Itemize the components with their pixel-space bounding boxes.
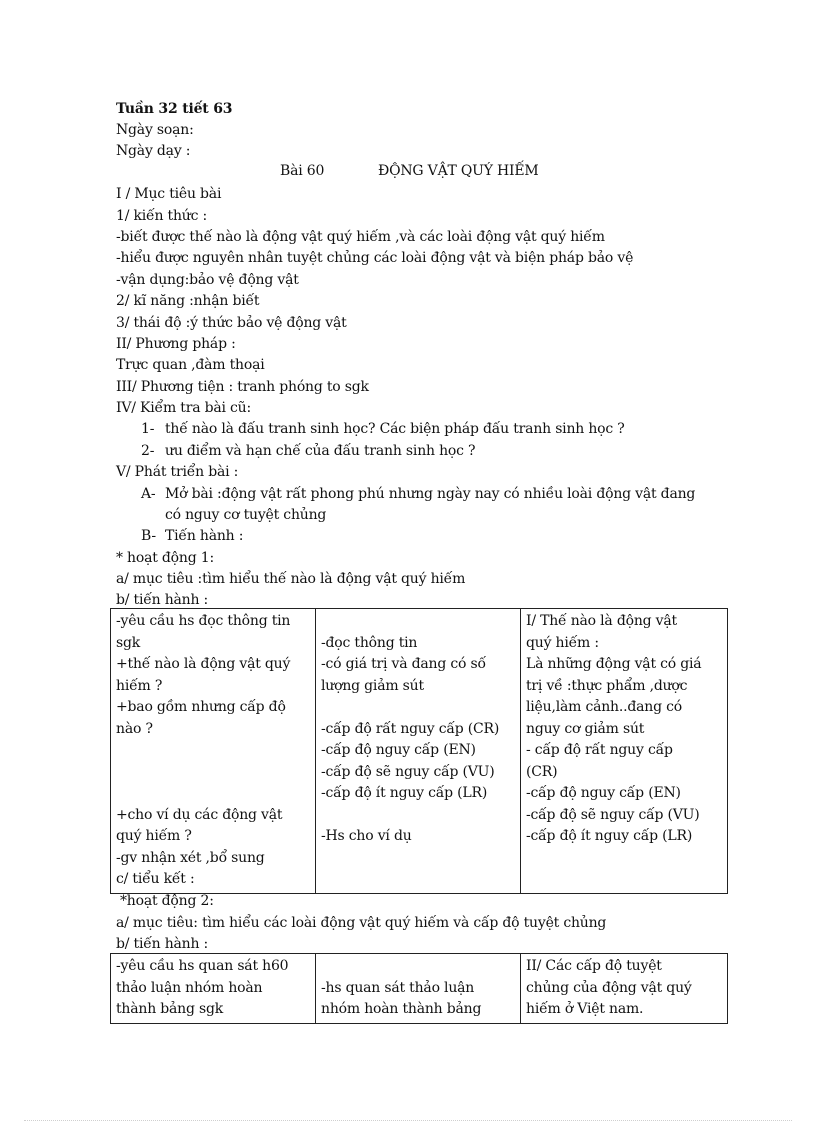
objectives-heading: I / Mục tiêu bài: [116, 186, 222, 202]
student-line: [321, 869, 515, 891]
lesson-number: Bài 60: [280, 163, 325, 179]
teacher-line: sgk: [116, 634, 141, 651]
review-item-text: ưu điểm và hạn chế của đấu tranh sinh học ?: [165, 443, 476, 459]
development-item-label: A-: [141, 486, 156, 502]
knowledge-item: -hiểu được nguyên nhân tuyệt chủng các loài động vật và biện pháp bảo vệ: [116, 250, 634, 266]
means-line: III/ Phương tiện : tranh phóng to sgk: [116, 379, 369, 395]
page-bottom-rule: [24, 1120, 792, 1121]
week-lesson-label: Tuần 32 tiết 63: [116, 101, 233, 117]
knowledge-item: -vận dụng:bảo vệ động vật: [116, 272, 299, 288]
teacher-line: [116, 783, 310, 805]
student-line: [321, 697, 515, 719]
student-line: -hs quan sát thảo luận: [321, 979, 475, 996]
student-line: -cấp độ nguy cấp (EN): [321, 742, 476, 758]
content-line: II/ Các cấp độ tuyệt: [526, 958, 662, 974]
teacher-line: thảo luận nhóm hoàn: [116, 979, 263, 996]
review-item-number: 1-: [141, 421, 155, 437]
development-intro-text-cont: có nguy cơ tuyệt chủng: [165, 507, 327, 523]
activity1-table: [110, 608, 728, 894]
content-line: nguy cơ giảm sút: [526, 720, 645, 737]
teacher-line: -gv nhận xét ,bổ sung: [116, 849, 265, 866]
activity1-heading: * hoạt động 1:: [116, 550, 214, 566]
student-line: -cấp độ sẽ nguy cấp (VU): [321, 763, 495, 780]
table-row: [111, 609, 728, 894]
method-text: Trực quan ,đàm thoại: [116, 357, 265, 373]
method-heading: II/ Phương pháp :: [116, 336, 236, 352]
teacher-line: +thế nào là động vật quý: [116, 656, 291, 672]
development-heading: V/ Phát triển bài :: [116, 464, 239, 480]
content-line: I/ Thế nào là động vật: [526, 613, 677, 629]
lesson-title: ĐỘNG VẬT QUÝ HIẾM: [378, 163, 539, 179]
content-cell: [521, 609, 728, 894]
content-line: -cấp độ nguy cấp (EN): [526, 785, 681, 801]
student-line: -cấp độ ít nguy cấp (LR): [321, 785, 488, 801]
content-line: (CR): [526, 763, 558, 780]
teacher-line: [116, 740, 310, 762]
student-activity-cell: [316, 954, 521, 1024]
content-line: trị về :thực phẩm ,dược: [526, 677, 688, 694]
content-line: -cấp độ sẽ nguy cấp (VU): [526, 806, 700, 823]
teach-date-label: Ngày dạy :: [116, 143, 191, 159]
teacher-line: thành bảng sgk: [116, 1001, 224, 1017]
student-line: -đọc thông tin: [321, 634, 418, 651]
content-line: chủng của động vật quý: [526, 979, 692, 996]
table-row: [111, 954, 728, 1024]
content-line: [526, 848, 722, 870]
teacher-activity-cell: [111, 609, 316, 894]
teacher-line: hiếm ?: [116, 677, 163, 694]
content-cell: [521, 954, 728, 1024]
content-line: liệu,làm cảnh..đang có: [526, 699, 682, 715]
development-intro-text: Mở bài :động vật rất phong phú nhưng ngày nay có nhiều loài động vật đang: [165, 486, 696, 502]
skills-line: 2/ kĩ năng :nhận biết: [116, 293, 260, 309]
review-item-number: 2-: [141, 443, 155, 459]
student-line: -Hs cho ví dụ: [321, 828, 412, 844]
attitude-line: 3/ thái độ :ý thức bảo vệ động vật: [116, 315, 347, 331]
content-line: -cấp độ ít nguy cấp (LR): [526, 828, 693, 844]
content-line: hiếm ở Việt nam.: [526, 1001, 644, 1017]
teacher-line: -yêu cầu hs quan sát h60: [116, 958, 289, 974]
content-line: [526, 869, 722, 891]
activity2-heading: *hoạt động 2:: [120, 893, 214, 909]
content-line: quý hiếm :: [526, 634, 599, 651]
activity2-steps: b/ tiến hành :: [116, 936, 209, 952]
teacher-line: quý hiếm ?: [116, 828, 192, 844]
student-line: -cấp độ rất nguy cấp (CR): [321, 720, 500, 737]
student-line: lượng giảm sút: [321, 677, 424, 694]
teacher-line: +cho ví dụ các động vật: [116, 806, 283, 823]
student-line: [321, 805, 515, 827]
content-line: Là những động vật có giá: [526, 656, 702, 672]
student-line: -có giá trị và đang có số: [321, 656, 486, 672]
activity2-goal: a/ mục tiêu: tìm hiểu các loài động vật quý hiếm và cấp độ tuyệt chủng: [116, 915, 607, 931]
student-line: [321, 611, 515, 633]
student-activity-cell: [316, 609, 521, 894]
teacher-line: c/ tiểu kết :: [116, 871, 195, 887]
activity2-table: [110, 953, 728, 1024]
activity1-steps: b/ tiến hành :: [116, 592, 209, 608]
lesson-title-row: [280, 163, 539, 179]
development-proceed-text: Tiến hành :: [165, 528, 244, 544]
teacher-line: [116, 762, 310, 784]
student-line: [321, 956, 515, 978]
development-item-label: B-: [141, 528, 156, 544]
teacher-line: -yêu cầu hs đọc thông tin: [116, 613, 291, 629]
review-heading: IV/ Kiểm tra bài cũ:: [116, 400, 252, 416]
activity1-goal: a/ mục tiêu :tìm hiểu thế nào là động vật quý hiếm: [116, 571, 466, 587]
knowledge-item: -biết được thế nào là động vật quý hiếm ,và các loài động vật quý hiếm: [116, 229, 605, 245]
student-line: [321, 848, 515, 870]
knowledge-heading: 1/ kiến thức :: [116, 208, 207, 224]
prep-date-label: Ngày soạn:: [116, 122, 194, 138]
content-line: - cấp độ rất nguy cấp: [526, 742, 673, 758]
teacher-activity-cell: [111, 954, 316, 1024]
review-item-text: thế nào là đấu tranh sinh học? Các biện pháp đấu tranh sinh học ?: [165, 421, 625, 437]
teacher-line: +bao gồm nhưng cấp độ: [116, 699, 286, 715]
teacher-line: nào ?: [116, 720, 153, 737]
student-line: nhóm hoàn thành bảng: [321, 1001, 482, 1017]
